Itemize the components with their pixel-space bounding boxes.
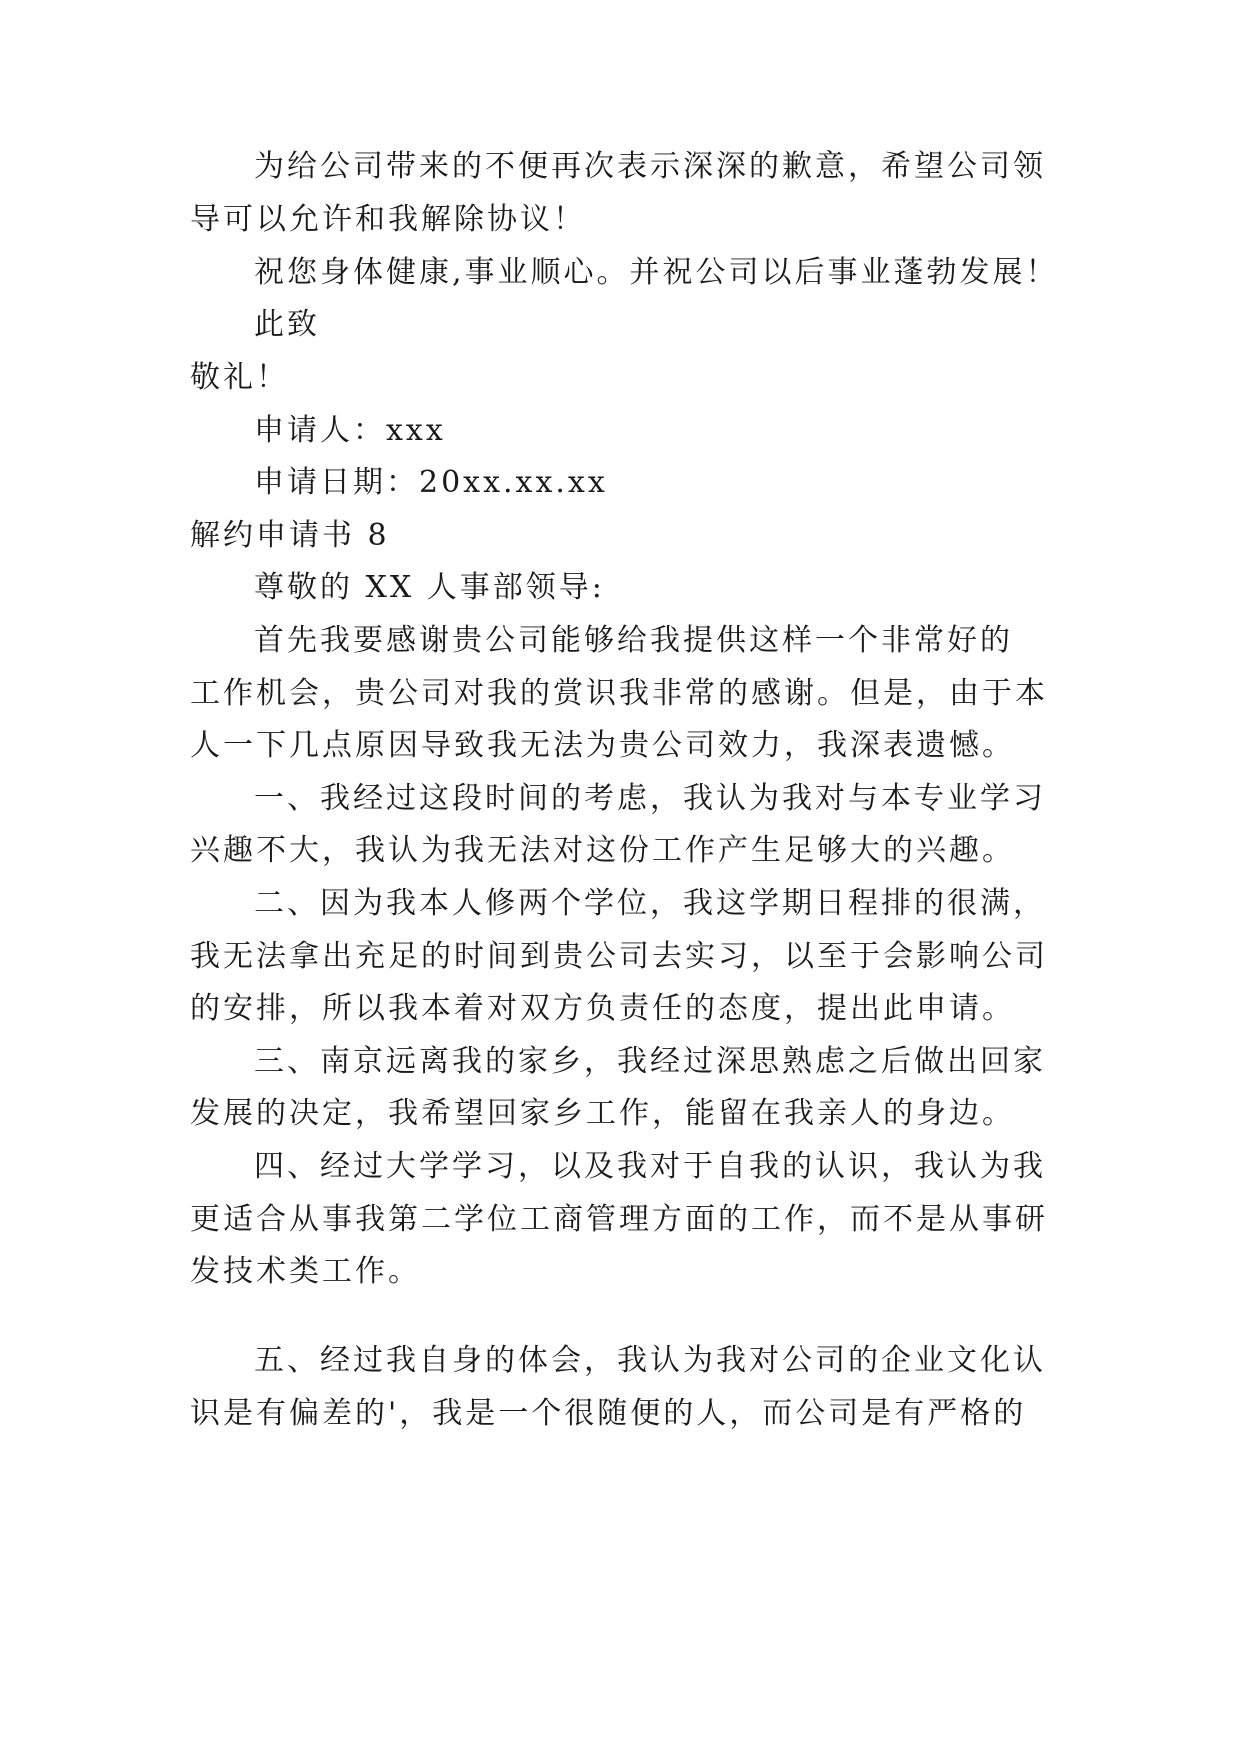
- paragraph-line: 祝您身体健康,事业顺心。并祝公司以后事业蓬勃发展！: [254, 255, 1059, 290]
- paragraph-line: 三、南京远离我的家乡，我经过深思熟虑之后做出回家: [254, 1044, 1046, 1079]
- paragraph-line: 四、经过大学学习，以及我对于自我的认识，我认为我: [254, 1149, 1046, 1184]
- paragraph-line: 更适合从事我第二学位工商管理方面的工作，而不是从事研: [190, 1202, 1048, 1237]
- closing-line: 此致: [254, 307, 320, 342]
- paragraph-line: 首先我要感谢贵公司能够给我提供这样一个非常好的: [254, 623, 1013, 658]
- paragraph-line: 我无法拿出充足的时间到贵公司去实习，以至于会影响公司: [190, 939, 1048, 974]
- paragraph-line: 导可以允许和我解除协议！: [190, 202, 586, 237]
- applicant-line: 申请人：xxx: [254, 413, 446, 448]
- greeting-line: 尊敬的 XX 人事部领导:: [254, 570, 605, 605]
- paragraph-line: 一、我经过这段时间的考虑，我认为我对与本专业学习: [254, 781, 1046, 816]
- section-title: 解约申请书 8: [190, 518, 390, 553]
- paragraph-line: 发技术类工作。: [190, 1254, 421, 1289]
- paragraph-line: 工作机会，贵公司对我的赏识我非常的感谢。但是，由于本: [190, 676, 1048, 711]
- closing-salutation: 敬礼！: [190, 360, 289, 395]
- paragraph-line: 人一下几点原因导致我无法为贵公司效力，我深表遗憾。: [190, 728, 1015, 763]
- paragraph-line: 为给公司带来的不便再次表示深深的歉意，希望公司领: [254, 149, 1046, 184]
- paragraph-line: 兴趣不大，我认为我无法对这份工作产生足够大的兴趣。: [190, 833, 1015, 868]
- paragraph-line: 二、因为我本人修两个学位，我这学期日程排的很满，: [254, 886, 1046, 921]
- paragraph-line: 五、经过我自身的体会，我认为我对公司的企业文化认: [254, 1343, 1046, 1378]
- paragraph-line: 识是有偏差的'，我是一个很随便的人，而公司是有严格的: [190, 1396, 1027, 1431]
- paragraph-line: 的安排，所以我本着对双方负责任的态度，提出此申请。: [190, 991, 1015, 1026]
- paragraph-line: 发展的决定，我希望回家乡工作，能留在我亲人的身边。: [190, 1096, 1015, 1131]
- date-line: 申请日期：20xx.xx.xx: [254, 465, 608, 500]
